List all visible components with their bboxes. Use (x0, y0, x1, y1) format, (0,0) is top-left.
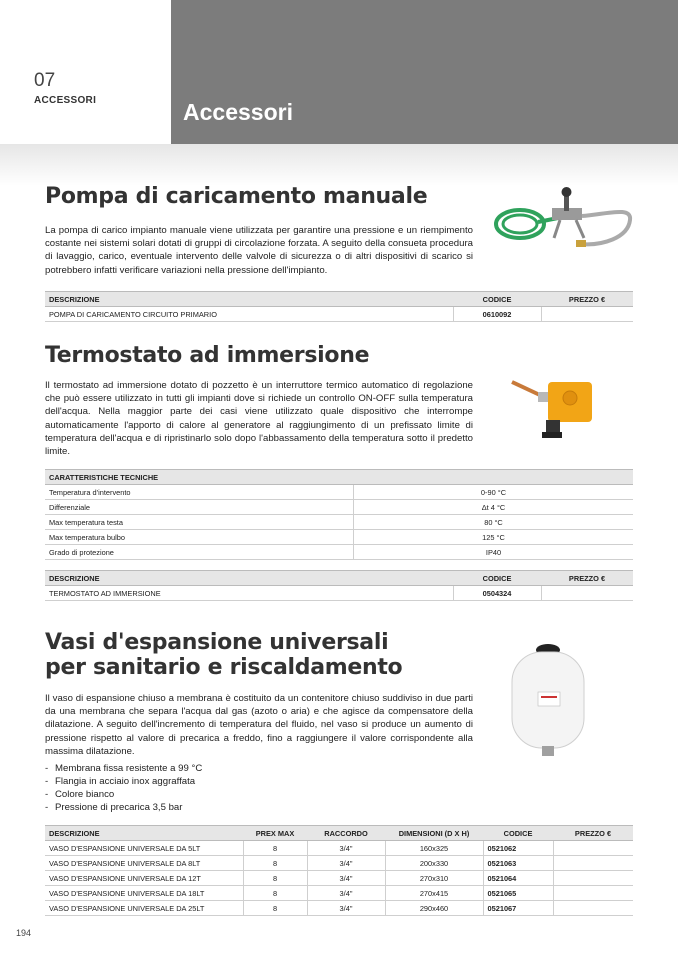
pump-price-table (45, 291, 633, 322)
cell-prezzo (541, 307, 633, 322)
cell-descrizione: VASO D'ESPANSIONE UNIVERSALE DA 12T (45, 871, 243, 886)
cell-prezzo (553, 886, 633, 901)
list-item: - Flangia in acciaio inox aggraffata (45, 775, 202, 788)
spec-value: IP40 (354, 545, 634, 560)
cell-raccordo: 3/4" (307, 841, 385, 856)
cell-descrizione: POMPA DI CARICAMENTO CIRCUITO PRIMARIO (45, 307, 453, 322)
cell-prezzo (541, 586, 633, 601)
thermostat-specs-table (45, 469, 633, 560)
table-row (45, 841, 633, 856)
cell-descrizione: VASO D'ESPANSIONE UNIVERSALE DA 8LT (45, 856, 243, 871)
col-descrizione: DESCRIZIONE (45, 292, 453, 307)
cell-codice: 0521067 (483, 901, 553, 916)
table-row (45, 307, 633, 322)
col-codice: CODICE (453, 571, 541, 586)
spec-label: Max temperatura testa (45, 515, 354, 530)
hand-pump-image (492, 186, 636, 256)
cell-dimensioni: 290x460 (385, 901, 483, 916)
spec-label: Grado di protezione (45, 545, 354, 560)
cell-prezzo (553, 841, 633, 856)
col-prezzo: PREZZO € (553, 826, 633, 841)
vessel-section-title-line2: per sanitario e riscaldamento (45, 655, 403, 680)
col-descrizione: DESCRIZIONE (45, 826, 243, 841)
cell-descrizione: TERMOSTATO AD IMMERSIONE (45, 586, 453, 601)
table-row (45, 871, 633, 886)
cell-codice: 0521063 (483, 856, 553, 871)
list-item: - Colore bianco (45, 788, 202, 801)
vessel-price-table (45, 825, 633, 916)
col-descrizione: DESCRIZIONE (45, 571, 453, 586)
vessel-section-title-line1: Vasi d'espansione universali (45, 630, 389, 655)
thermostat-section-title: Termostato ad immersione (45, 343, 370, 368)
cell-raccordo: 3/4" (307, 871, 385, 886)
cell-dimensioni: 160x325 (385, 841, 483, 856)
list-item: - Pressione di precarica 3,5 bar (45, 801, 202, 814)
col-prex-max: PREX MAX (243, 826, 307, 841)
cell-raccordo: 3/4" (307, 901, 385, 916)
table-row (45, 515, 633, 530)
table-row (45, 901, 633, 916)
spec-label: Differenziale (45, 500, 354, 515)
spec-value: 80 °C (354, 515, 634, 530)
cell-codice: 0610092 (453, 307, 541, 322)
cell-prezzo (553, 901, 633, 916)
cell-prex: 8 (243, 886, 307, 901)
cell-prex: 8 (243, 841, 307, 856)
cell-prezzo (553, 871, 633, 886)
cell-prex: 8 (243, 901, 307, 916)
page-title: Accessori (183, 99, 293, 125)
spec-value: 125 °C (354, 530, 634, 545)
table-row (45, 545, 633, 560)
table-row (45, 856, 633, 871)
header-left-panel (0, 0, 171, 144)
pump-section-title: Pompa di caricamento manuale (45, 184, 428, 209)
table-row (45, 500, 633, 515)
col-codice: CODICE (453, 292, 541, 307)
table-row (45, 586, 633, 601)
cell-codice: 0504324 (453, 586, 541, 601)
specs-header: CARATTERISTICHE TECNICHE (45, 470, 633, 485)
cell-descrizione: VASO D'ESPANSIONE UNIVERSALE DA 25LT (45, 901, 243, 916)
cell-raccordo: 3/4" (307, 856, 385, 871)
vessel-features-list (45, 762, 202, 814)
pump-description: La pompa di carico impianto manuale viene utilizzata per garantire una pressione e un riempimento costante nei sistemi solari dotati di gruppi di circolazione forzata. A seguito della consueta procedura di lavaggio, carico, eventuale intervento delle valvole di sicurezza o di altri dispositivi di scarico si potrebbero infatti verificare variazioni nella pressione dell'impianto. (45, 225, 473, 276)
table-row (45, 530, 633, 545)
cell-dimensioni: 200x330 (385, 856, 483, 871)
cell-dimensioni: 270x415 (385, 886, 483, 901)
cell-codice: 0521064 (483, 871, 553, 886)
col-dimensioni: DIMENSIONI (D X H) (385, 826, 483, 841)
col-prezzo: PREZZO € (541, 292, 633, 307)
cell-prezzo (553, 856, 633, 871)
cell-raccordo: 3/4" (307, 886, 385, 901)
chapter-number: 07 (34, 70, 56, 91)
cell-codice: 0521065 (483, 886, 553, 901)
cell-codice: 0521062 (483, 841, 553, 856)
cell-prex: 8 (243, 856, 307, 871)
thermostat-price-table (45, 570, 633, 601)
chapter-name: ACCESSORI (34, 95, 97, 106)
cell-descrizione: VASO D'ESPANSIONE UNIVERSALE DA 18LT (45, 886, 243, 901)
cell-descrizione: VASO D'ESPANSIONE UNIVERSALE DA 5LT (45, 841, 243, 856)
expansion-vessel-image (508, 642, 588, 760)
col-raccordo: RACCORDO (307, 826, 385, 841)
spec-value: 0-90 °C (354, 485, 634, 500)
spec-label: Max temperatura bulbo (45, 530, 354, 545)
header-shadow (0, 144, 678, 186)
spec-label: Temperatura d'intervento (45, 485, 354, 500)
cell-dimensioni: 270x310 (385, 871, 483, 886)
table-row (45, 485, 633, 500)
page-number: 194 (16, 928, 32, 938)
table-row (45, 886, 633, 901)
col-codice: CODICE (483, 826, 553, 841)
vessel-description: Il vaso di espansione chiuso a membrana è costituito da un contenitore chiuso suddiviso in due parti da una membrana che separa l'acqua dal gas (azoto o aria) e che agisce da compensatore della dilatazione. A seguito dell'incremento di temperatura del fluido, nel vaso si produce un aumento di pressione rispetto al valore di precarica a freddo, fino a raggiungere il valore corrispondente alla massima dilatazione. (45, 693, 473, 757)
list-item: - Membrana fissa resistente a 99 °C (45, 762, 202, 775)
col-prezzo: PREZZO € (541, 571, 633, 586)
spec-value: Δt 4 °C (354, 500, 634, 515)
thermostat-image (510, 374, 596, 446)
thermostat-description: Il termostato ad immersione dotato di pozzetto è un interruttore termico automatico di regolazione che può essere utilizzato in tutti gli impianti dove si richiede un controllo ON-OFF sulla temperatura dell'acqua. Nella maggior parte dei casi viene utilizzato quale dispositivo che interrompe automaticamente l'apporto di calore al generatore al raggiungimento di un prefissato limite di temperatura dell'acqua e di ripristinarlo solo dopo l'abbassamento della temperatura sotto il predetto limite. (45, 380, 473, 458)
cell-prex: 8 (243, 871, 307, 886)
